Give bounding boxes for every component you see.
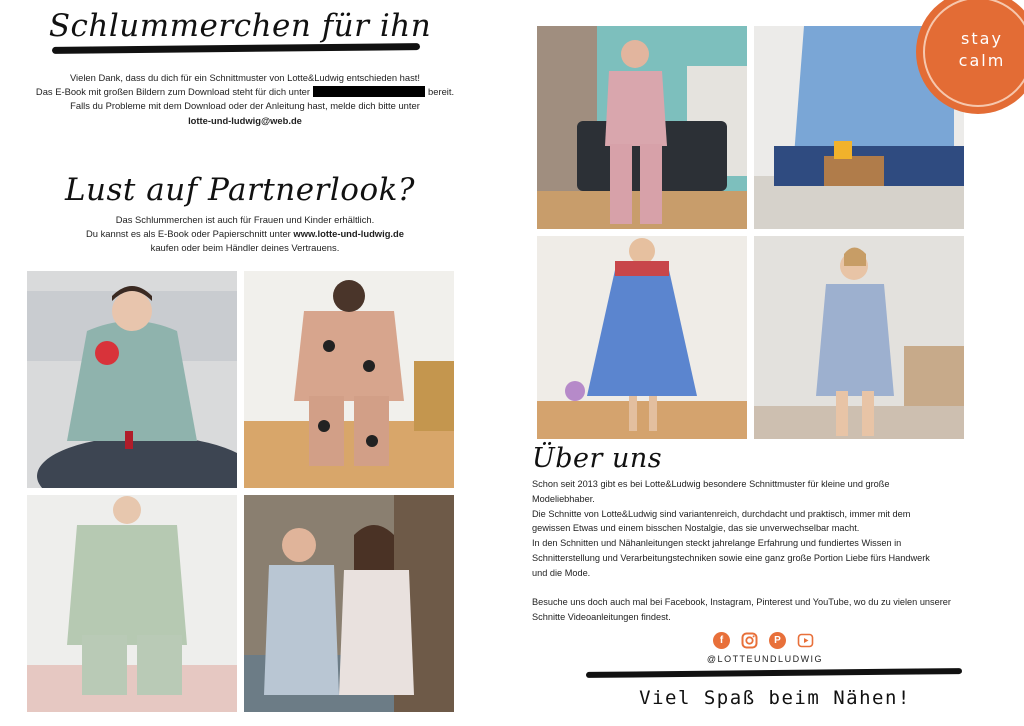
about-line-6: Schnitterstellung und Verarbeitungstechniken sowie eine ganz große Portion Liebe fürs Handwerk [532,552,930,563]
about-line-2: Modeliebhaber. [532,493,595,504]
photo-woman-pink-pajama [537,26,747,229]
intro-line-2-b: bereit. [428,86,455,98]
stamp-line-1: stay [961,29,1003,48]
visit-line-2: Schnitte Videoanleitungen findest. [532,612,671,623]
title-ueber-uns: Über uns [532,443,663,474]
stamp-line-2: calm [958,51,1006,70]
photo-woman-pajama-red-cup [27,271,237,488]
partner-line-1: Das Schlummerchen ist auch für Frauen und Kinder erhältlich. [115,214,375,225]
photo-child-penguin-pajama [244,271,454,488]
about-line-3: Die Schnitte von Lotte&Ludwig sind variantenreich, durchdacht und praktisch, immer mit dem [532,508,911,519]
intro-line-1: Vielen Dank, dass du dich für ein Schnittmuster von Lotte&Ludwig entschieden hast! [69,72,421,83]
about-line-7: und die Mode. [532,567,591,578]
email-link[interactable]: lotte-und-ludwig@web.de [188,114,302,126]
about-text [532,477,992,625]
title-partnerlook: Lust auf Partnerlook? [64,172,416,208]
photo-girl-gingham-dress [537,236,747,439]
about-line-4: gewissen Etwas und einem bisschen Nostalgie, das sie unverwechselbar macht. [532,523,860,534]
website-link[interactable]: www.lotte-und-ludwig.de [293,228,404,240]
photo-couple-pajamas [244,495,454,712]
partner-text [0,213,490,256]
closing-underline [586,668,962,678]
photo-toddler-green-pajama [27,495,237,712]
partner-line-2-a: Du kannst es als E-Book oder Papierschnitt unter [86,228,291,240]
redacted-link [313,86,425,97]
title-schlummerchen: Schlummerchen für ihn [48,8,432,44]
closing-text: Viel Spaß beim Nähen! [639,687,911,709]
facebook-icon[interactable]: f [713,632,730,649]
visit-line-1: Besuche uns doch auch mal bei Facebook, Instagram, Pinterest und YouTube, wo du zu vielen unserer [532,597,951,608]
intro-line-2 [0,85,490,99]
pinterest-icon[interactable]: P [769,632,786,649]
social-handle[interactable]: @LOTTEUNDLUDWIG [706,654,824,664]
partner-line-3: kaufen oder beim Händler deines Vertrauens. [150,242,340,254]
intro-line-2-a: Das E-Book mit großen Bildern zum Download steht für dich unter [35,86,311,98]
photo-woman-striped-shirt [754,236,964,439]
title-underline [52,43,420,54]
stamp-text [940,28,1024,72]
about-line-1: Schon seit 2013 gibt es bei Lotte&Ludwig besondere Schnittmuster für kleine und große [532,479,890,489]
youtube-icon[interactable] [797,632,814,649]
intro-line-3: Falls du Probleme mit dem Download oder der Anleitung hast, melde dich bitte unter [70,100,420,112]
about-line-5: In den Schnitten und Nähanleitungen steckt jahrelange Erfahrung und fundiertes Wissen in [532,538,902,549]
intro-text [0,71,490,128]
instagram-icon[interactable] [741,632,758,649]
partner-line-2 [0,227,490,241]
